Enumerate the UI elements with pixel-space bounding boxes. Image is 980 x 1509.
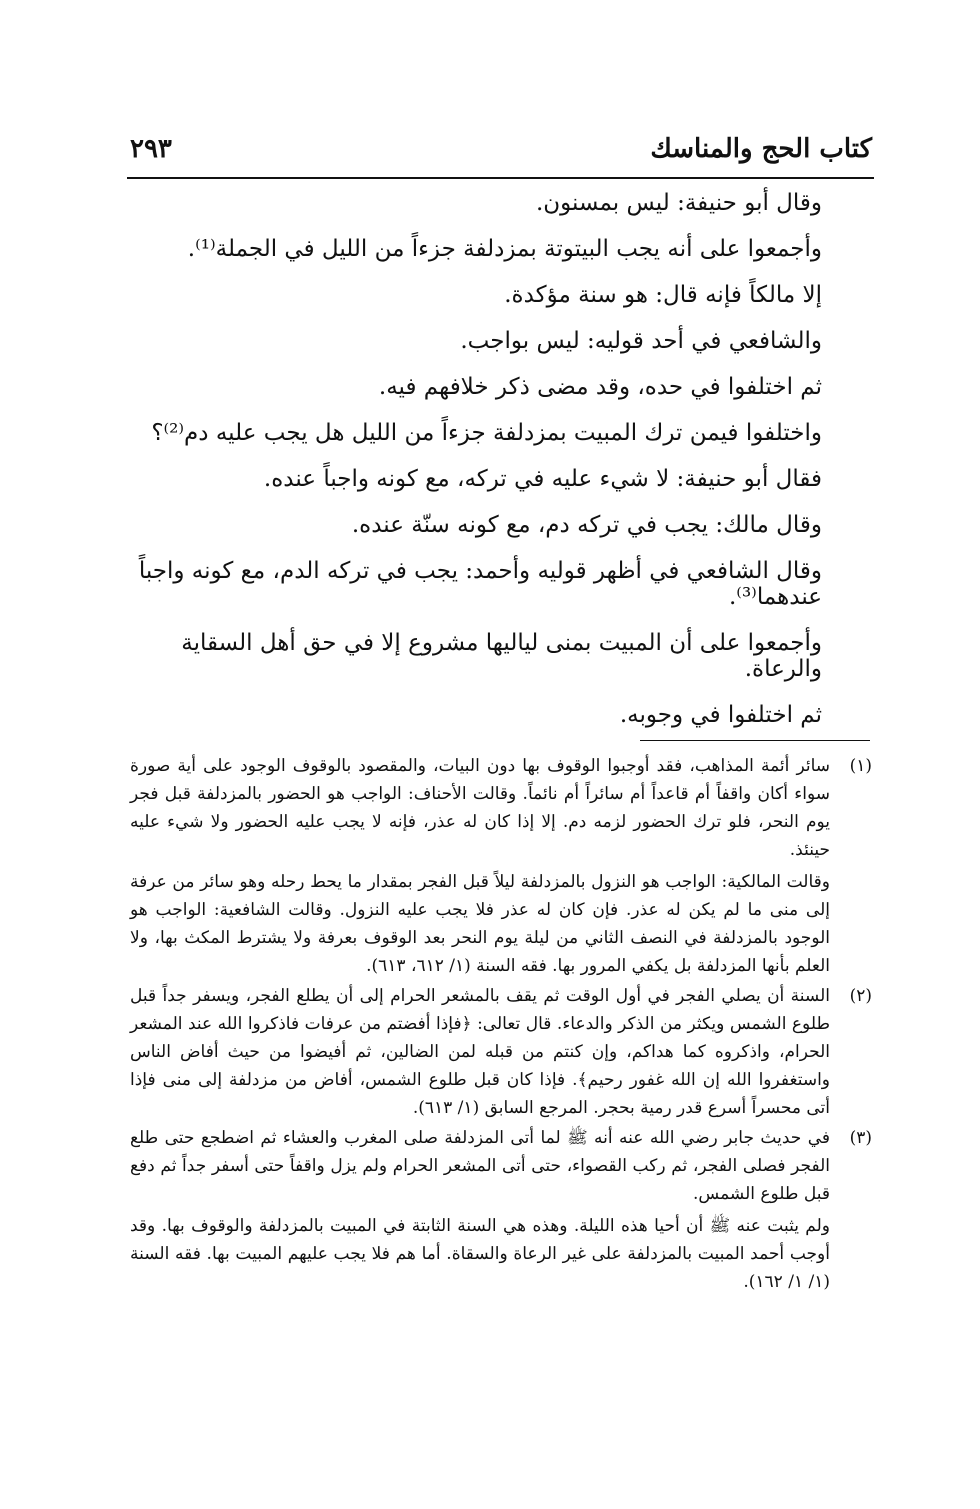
footnote-text: وقالت المالكية: الواجب هو النزول بالمزدلفة ليلاً قبل الفجر بمقدار ما يحط رحله وهو سائر من عرفة إلى منى ما لم يكن له عذر. فإن كان له عذر فلا يجب عليه النزول. وقالت الشافعية: الواجب هو الوجود بالمزدلفة في النصف الثاني من ليلة يوم النحر بعد الوقوف بعرفة ولا يشترط المكث بها، ولا العلم بأنها المزدلفة بل يكفي المرور بها. فقه السنة (١/ ٦١٢، ٦١٣). — [130, 872, 830, 976]
paragraph: وأجمعوا على أن المبيت بمنى لياليها مشروع إلا في حق أهل السقاية والرعاة. — [181, 630, 822, 682]
paragraph: وقال أبو حنيفة: ليس بمسنون. — [535, 190, 822, 216]
header-rule — [127, 177, 874, 179]
paragraph: وأجمعوا على أنه يجب البيتوتة بمزدلفة جزءاً من الليل في الجملة⁽¹⁾. — [187, 236, 822, 262]
footnote-3 — [130, 1124, 872, 1296]
footnote-separator — [640, 740, 870, 741]
paragraph: ثم اختلفوا في حده، وقد مضى ذكر خلافهم فيه. — [378, 374, 822, 400]
footnote-2 — [130, 982, 872, 1122]
paragraph: ثم اختلفوا في وجوبه. — [619, 702, 822, 728]
footnote-text: السنة أن يصلي الفجر في أول الوقت ثم يقف بالمشعر الحرام إلى أن يطلع الفجر، ويسفر جداً قبل طلوع الشمس ويكثر من الذكر والدعاء. قال تعالى: ﴿فإذا أفضتم من عرفات فاذكروا الله عند المشعر الحرام، واذكروه كما هداكم، وإن كنتم من قبله لمن الضالين، ثم أفيضوا من حيث أفاض الناس واستغفروا الله إن الله غفور رحيم﴾. فإذا كان قبل طلوع الشمس، أفاض من مزدلفة إلى منى فإذا أتى محسراً أسرع قدر رمية بحجر. المرجع السابق (١/ ٦١٣). — [130, 986, 830, 1118]
book-title: كتاب الحج والمناسك — [650, 134, 872, 164]
footnote-text: ولم يثبت عنه ﷺ أن أحيا هذه الليلة. وهذه هي السنة الثابتة في المبيت بالمزدلفة والوقوف بها. وقد أوجب أحمد المبيت بالمزدلفة على غير الرعاة والسقاة. أما هم فلا يجب عليهم المبيت بها. فقه السنة (١/ ١/ ١٦٢). — [130, 1216, 830, 1292]
footnote-number: (٢) — [849, 986, 872, 1006]
footnotes — [130, 752, 872, 1298]
footnote-text: سائر أئمة المذاهب، فقد أوجبوا الوقوف بها دون البيات، والمقصود بالوقوف الوجود على أية صورة سواء أكان واقفاً أم قاعداً أم سائراً أم نائماً. وقالت الأحناف: الواجب هو الحضور بالمزدلفة قبل فجر يوم النحر، فلو ترك الحضور لزمه دم. إلا إذا كان له عذر، فإنه لا يجب عليه الحضور ولا شيء عليه حينئذ. — [130, 756, 830, 860]
paragraph: إلا مالكاً فإنه قال: هو سنة مؤكدة. — [504, 282, 822, 308]
paragraph: واختلفوا فيمن ترك المبيت بمزدلفة جزءاً من الليل هل يجب عليه دم⁽²⁾؟ — [151, 420, 822, 446]
footnote-1 — [130, 752, 872, 980]
paragraph: فقال أبو حنيفة: لا شيء عليه في تركه، مع كونه واجباً عنده. — [263, 466, 822, 492]
paragraph: وقال مالك: يجب في تركه دم، مع كونه سنّة عنده. — [351, 512, 822, 538]
footnote-number: (١) — [849, 756, 872, 776]
page-number: ٢٩٣ — [130, 134, 172, 164]
footnote-text: في حديث جابر رضي الله عنه أنه ﷺ لما أتى المزدلفة صلى المغرب والعشاء ثم اضطجع حتى طلع الفجر فصلى الفجر، ثم ركب القصواء، حتى أتى المشعر الحرام ولم يزل واقفاً حتى أسفر جداً ثم دفع قبل طلوع الشمس. — [130, 1128, 830, 1204]
page-header — [130, 130, 872, 176]
main-text — [130, 190, 870, 748]
paragraph: وقال الشافعي في أظهر قوليه وأحمد: يجب في تركه الدم، مع كونه واجباً عندهما⁽³⁾. — [138, 558, 822, 610]
paragraph: والشافعي في أحد قوليه: ليس بواجب. — [460, 328, 822, 354]
footnote-number: (٣) — [849, 1128, 872, 1148]
